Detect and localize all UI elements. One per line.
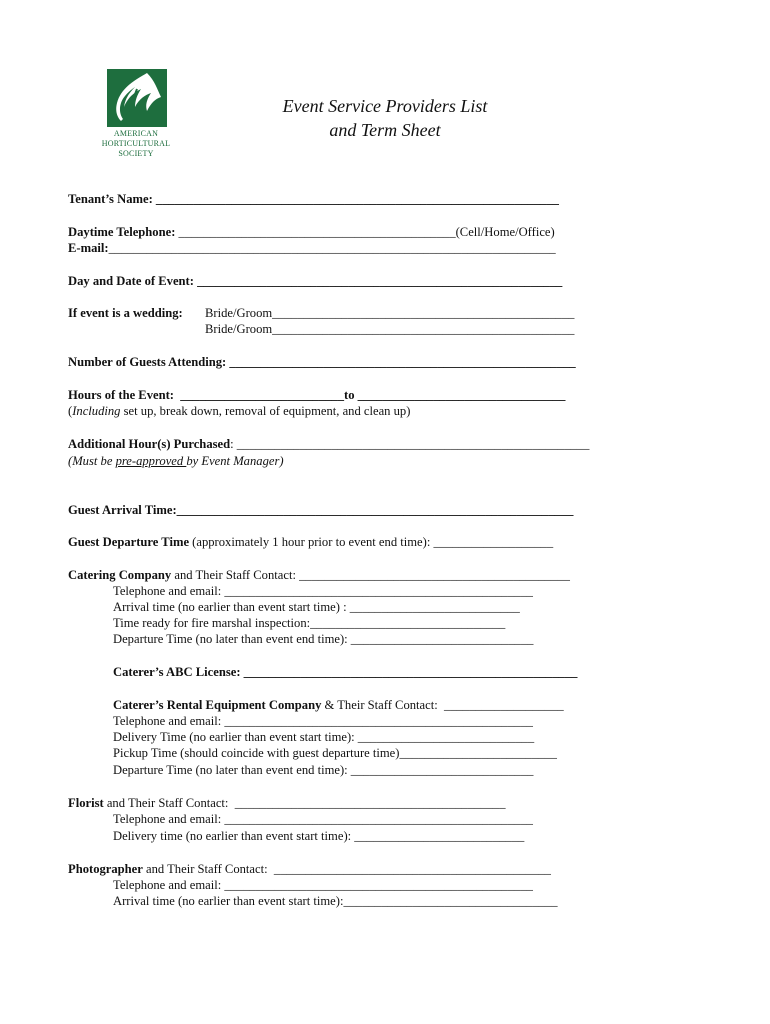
- florist-label: Florist: [68, 796, 104, 810]
- photographer-telephone[interactable]: Telephone and email: _________________________________________________: [113, 878, 533, 892]
- rental-departure[interactable]: Departure Time (no later than event end time): _____________________________: [113, 763, 534, 777]
- photographer-row[interactable]: [68, 861, 551, 877]
- additional-hours-label: Additional Hour(s) Purchased: [68, 437, 231, 451]
- phone-blank[interactable]: ____________________________________________(Cell/Home/Office): [175, 225, 555, 239]
- event-date-row[interactable]: [68, 273, 562, 289]
- hours-start-blank[interactable]: __________________________: [174, 388, 345, 402]
- guests-blank[interactable]: _______________________________________________________: [226, 355, 576, 369]
- hours-note-italic: Including: [72, 404, 121, 418]
- additional-hours-row[interactable]: [68, 436, 589, 452]
- abc-license-blank[interactable]: _____________________________________________________: [240, 665, 578, 679]
- catering-telephone[interactable]: Telephone and email: _________________________________________________: [113, 584, 533, 598]
- hours-row[interactable]: [68, 387, 565, 403]
- catering-row[interactable]: [68, 567, 570, 583]
- guests-row[interactable]: [68, 354, 576, 370]
- note-part-1: (Must be: [68, 454, 116, 468]
- abc-license-row[interactable]: [113, 664, 577, 680]
- guest-arrival-label: Guest Arrival Time:: [68, 503, 177, 517]
- rental-contact-blank[interactable]: & Their Staff Contact: ___________________: [321, 698, 564, 712]
- wedding-label: If event is a wedding:: [68, 306, 183, 320]
- photographer-contact-blank[interactable]: and Their Staff Contact: ____________________________________________: [142, 862, 551, 876]
- rental-delivery[interactable]: Delivery Time (no earlier than event start time): ____________________________: [113, 730, 535, 744]
- catering-contact-blank[interactable]: and Their Staff Contact: ___________________________________________: [171, 568, 570, 582]
- hours-label: Hours of the Event:: [68, 388, 174, 402]
- document-title: [230, 94, 540, 142]
- hours-to-label: to: [344, 388, 355, 402]
- phone-label: Daytime Telephone:: [68, 225, 176, 239]
- tenant-name-row[interactable]: [68, 191, 559, 207]
- event-date-blank[interactable]: __________________________________________________________: [193, 274, 563, 288]
- hours-note: (Including set up, break down, removal of equipment, and clean up): [68, 404, 411, 418]
- logo-text: [96, 129, 176, 159]
- phone-row[interactable]: [68, 224, 555, 240]
- guests-label: Number of Guests Attending:: [68, 355, 227, 369]
- hours-note-rest: set up, break down, removal of equipment, and clean up): [120, 404, 411, 418]
- rental-label: Caterer’s Rental Equipment Company: [113, 698, 322, 712]
- catering-departure[interactable]: Departure Time (no later than event end time): _____________________________: [113, 632, 534, 646]
- guest-arrival-blank[interactable]: _______________________________________________________________: [176, 503, 574, 517]
- email-row[interactable]: [68, 240, 556, 256]
- guest-arrival-row[interactable]: [68, 502, 573, 518]
- bride-groom-1[interactable]: Bride/Groom________________________________________________: [205, 306, 575, 320]
- leaf-logo-icon: [107, 69, 167, 127]
- florist-contact-blank[interactable]: and Their Staff Contact: ___________________________________________: [103, 796, 506, 810]
- note-pre-approved: pre-approved: [115, 454, 187, 468]
- tenant-label: Tenant’s Name:: [68, 192, 153, 206]
- additional-hours-blank[interactable]: : ________________________________________________________: [230, 437, 590, 451]
- additional-hours-note: [68, 453, 284, 469]
- ahs-logo: [101, 69, 176, 169]
- photographer-arrival[interactable]: Arrival time (no earlier than event start time):__________________________________: [113, 894, 558, 908]
- wedding-row: [68, 305, 183, 321]
- note-part-3: by Event Manager): [186, 454, 284, 468]
- rental-pickup[interactable]: Pickup Time (should coincide with guest departure time)_________________________: [113, 746, 557, 760]
- guest-departure-blank[interactable]: (approximately 1 hour prior to event end time): ___________________: [189, 535, 554, 549]
- rental-telephone[interactable]: Telephone and email: _________________________________________________: [113, 714, 533, 728]
- florist-telephone[interactable]: Telephone and email: _________________________________________________: [113, 812, 533, 826]
- rental-row[interactable]: [113, 697, 564, 713]
- guest-departure-label: Guest Departure Time: [68, 535, 190, 549]
- email-label: E-mail:: [68, 241, 109, 255]
- catering-arrival[interactable]: Arrival time (no earlier than event start time) : ___________________________: [113, 600, 520, 614]
- logo-line-3: SOCIETY: [118, 149, 154, 158]
- bride-groom-2[interactable]: Bride/Groom________________________________________________: [205, 322, 575, 336]
- event-date-label: Day and Date of Event:: [68, 274, 194, 288]
- hours-end-blank[interactable]: _________________________________: [354, 388, 566, 402]
- florist-delivery[interactable]: Delivery time (no earlier than event start time): ___________________________: [113, 829, 525, 843]
- guest-departure-row[interactable]: [68, 534, 553, 550]
- email-blank[interactable]: _______________________________________________________________________: [108, 241, 556, 255]
- catering-fire-marshal[interactable]: Time ready for fire marshal inspection:_______________________________: [113, 616, 506, 630]
- florist-row[interactable]: [68, 795, 506, 811]
- title-line-1: Event Service Providers List: [282, 96, 488, 116]
- tenant-blank[interactable]: ________________________________________________________________: [152, 192, 559, 206]
- photographer-label: Photographer: [68, 862, 143, 876]
- abc-license-label: Caterer’s ABC License:: [113, 665, 241, 679]
- catering-label: Catering Company: [68, 568, 172, 582]
- logo-line-2: HORTICULTURAL: [101, 139, 171, 148]
- title-line-2: and Term Sheet: [329, 120, 441, 140]
- logo-line-1: AMERICAN: [113, 129, 159, 138]
